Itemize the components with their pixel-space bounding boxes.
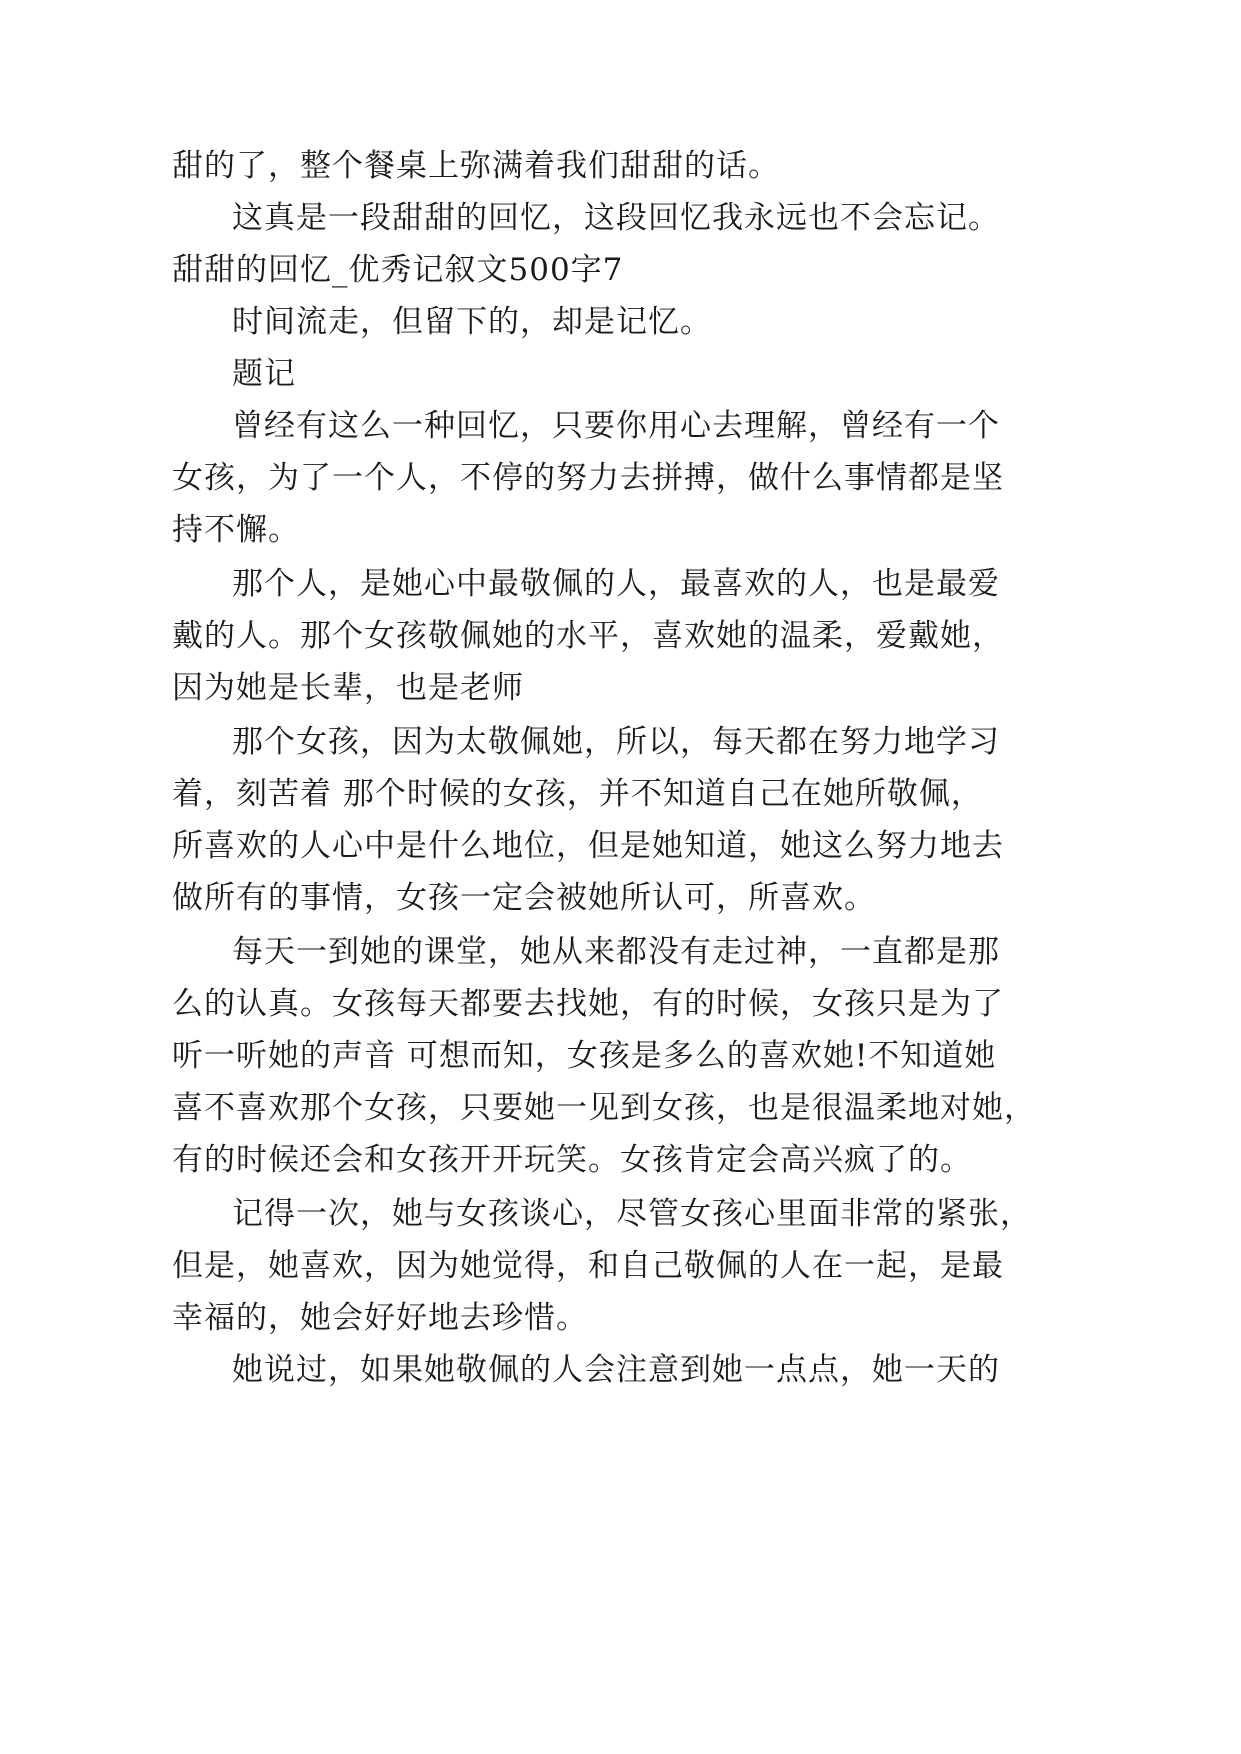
text-line: 每天一到她的课堂，她从来都没有走过神，一直都是那	[232, 934, 1000, 970]
text-line: 那个女孩，因为太敬佩她，所以，每天都在努力地学习	[232, 724, 1000, 760]
text-line: 时间流走，但留下的，却是记忆。	[232, 304, 712, 340]
text-line: 做所有的事情，女孩一定会被她所认可，所喜欢。	[172, 880, 876, 916]
text-line: 甜的了，整个餐桌上弥满着我们甜甜的话。	[172, 148, 780, 184]
text-line: 幸福的，她会好好地去珍惜。	[172, 1300, 588, 1336]
text-line: 喜不喜欢那个女孩，只要她一见到女孩，也是很温柔地对她，	[172, 1090, 1036, 1126]
text-line: 那个人，是她心中最敬佩的人，最喜欢的人，也是最爱	[232, 566, 1000, 602]
text-line: 听一听她的声音 可想而知，女孩是多么的喜欢她!不知道她	[172, 1038, 997, 1074]
text-line: 戴的人。那个女孩敬佩她的水平，喜欢她的温柔，爱戴她，	[172, 618, 1004, 654]
text-line: 记得一次，她与女孩谈心，尽管女孩心里面非常的紧张，	[232, 1196, 1032, 1232]
text-line: 她说过，如果她敬佩的人会注意到她一点点，她一天的	[232, 1352, 1000, 1388]
text-line: 因为她是长辈，也是老师	[172, 670, 524, 706]
text-line: 所喜欢的人心中是什么地位，但是她知道，她这么努力地去	[172, 828, 1004, 864]
text-line: 曾经有这么一种回忆，只要你用心去理解，曾经有一个	[232, 408, 1000, 444]
text-line: 女孩，为了一个人，不停的努力去拼搏，做什么事情都是坚	[172, 460, 1004, 496]
text-line: 着，刻苦着 那个时候的女孩，并不知道自己在她所敬佩，	[172, 776, 983, 812]
section-heading: 甜甜的回忆_优秀记叙文500字7	[172, 252, 624, 288]
text-line: 有的时候还会和女孩开开玩笑。女孩肯定会高兴疯了的。	[172, 1142, 972, 1178]
text-line: 但是，她喜欢，因为她觉得，和自己敬佩的人在一起，是最	[172, 1248, 1004, 1284]
text-line: 么的认真。女孩每天都要去找她，有的时候，女孩只是为了	[172, 986, 1004, 1022]
text-line: 这真是一段甜甜的回忆，这段回忆我永远也不会忘记。	[232, 200, 1000, 236]
text-line: 题记	[232, 356, 296, 392]
text-line: 持不懈。	[172, 512, 300, 548]
